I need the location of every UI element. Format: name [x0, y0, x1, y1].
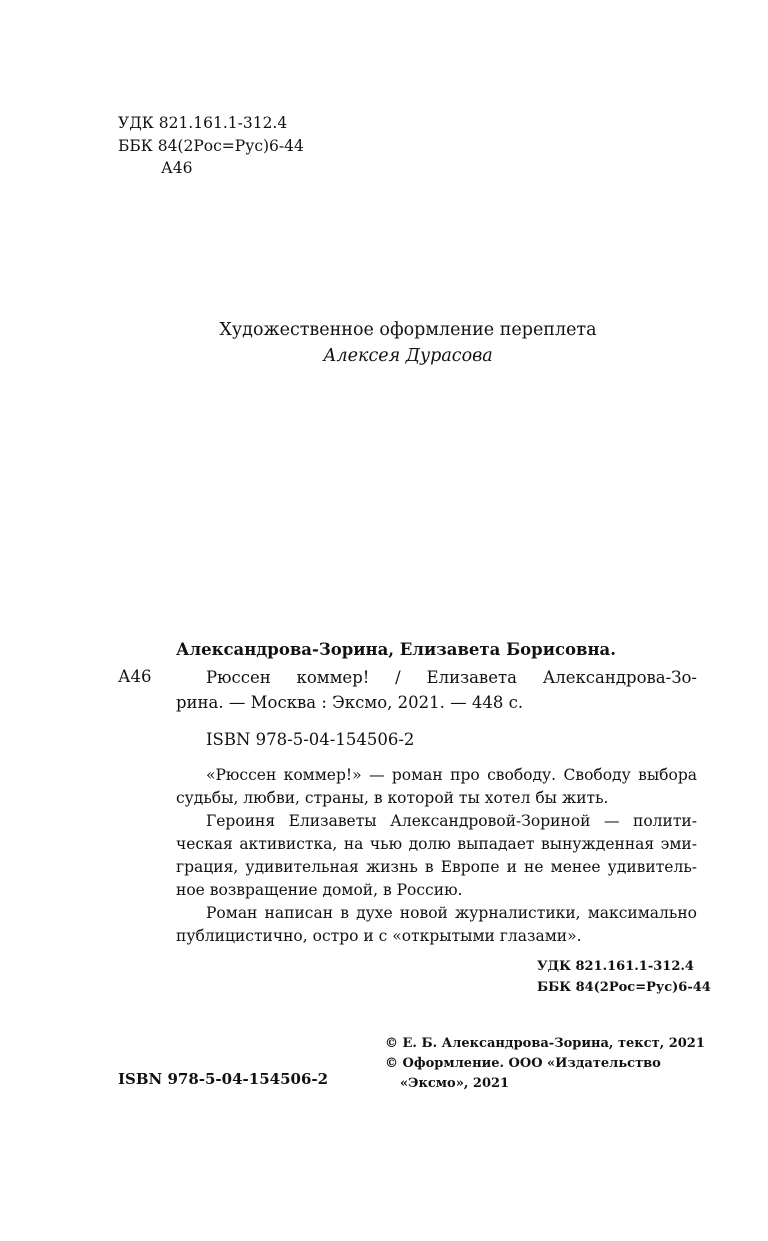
cover-designer-name: Алексея Дурасова: [323, 346, 493, 366]
catalog-title-line-2: рина. — Москва : Эксмо, 2021. — 448 с.: [176, 693, 524, 712]
annotation-line: грация, удивительная жизнь в Европе и не менее удивитель-: [176, 858, 697, 876]
isbn-bottom: ISBN 978-5-04-154506-2: [118, 1070, 329, 1088]
author-mark: А46: [161, 159, 193, 177]
copyright-design: © Оформление. ООО «Издательство: [385, 1056, 661, 1071]
annotation-line: ное возвращение домой, в Россию.: [176, 881, 463, 899]
annotation-line: Роман написан в духе новой журналистики, максимально: [206, 904, 697, 922]
annotation-line: судьбы, любви, страны, в которой ты хотел бы жить.: [176, 789, 609, 807]
cover-design-credit: [0, 317, 768, 369]
annotation-line: публицистично, остро и с «открытыми глазами».: [176, 927, 582, 945]
copyright-text: © Е. Б. Александрова-Зорина, текст, 2021: [385, 1036, 705, 1051]
copyright-design-cont: «Эксмо», 2021: [400, 1076, 510, 1091]
catalog-isbn: ISBN 978-5-04-154506-2: [206, 730, 415, 749]
annotation-text: [176, 764, 697, 948]
catalog-title-block: [176, 665, 697, 715]
catalog-author-mark: А46: [118, 667, 152, 686]
copyright-block: [385, 1034, 705, 1094]
catalog-author-heading: Александрова-Зорина, Елизавета Борисовна.: [176, 640, 616, 659]
annotation-line: «Рюссен коммер!» — роман про свободу. Свободу выбора: [206, 766, 697, 784]
classification-codes-bottom: [537, 956, 711, 998]
bbk-code-bottom: ББК 84(2Рос=Рус)6-44: [537, 980, 711, 995]
annotation-line: ческая активистка, на чью долю выпадает вынужденная эми-: [176, 835, 697, 853]
udk-code-bottom: УДК 821.161.1-312.4: [537, 959, 694, 974]
udk-code: УДК 821.161.1-312.4: [118, 114, 288, 132]
classification-codes-top: [118, 112, 304, 180]
annotation-line: Героиня Елизаветы Александровой-Зориной — полити-: [206, 812, 697, 830]
catalog-title-line-1: Рюссен коммер! / Елизавета Александрова-Зо-: [206, 668, 697, 687]
cover-credit-label: Художественное оформление переплета: [219, 320, 597, 340]
bbk-code: ББК 84(2Рос=Рус)6-44: [118, 136, 304, 155]
